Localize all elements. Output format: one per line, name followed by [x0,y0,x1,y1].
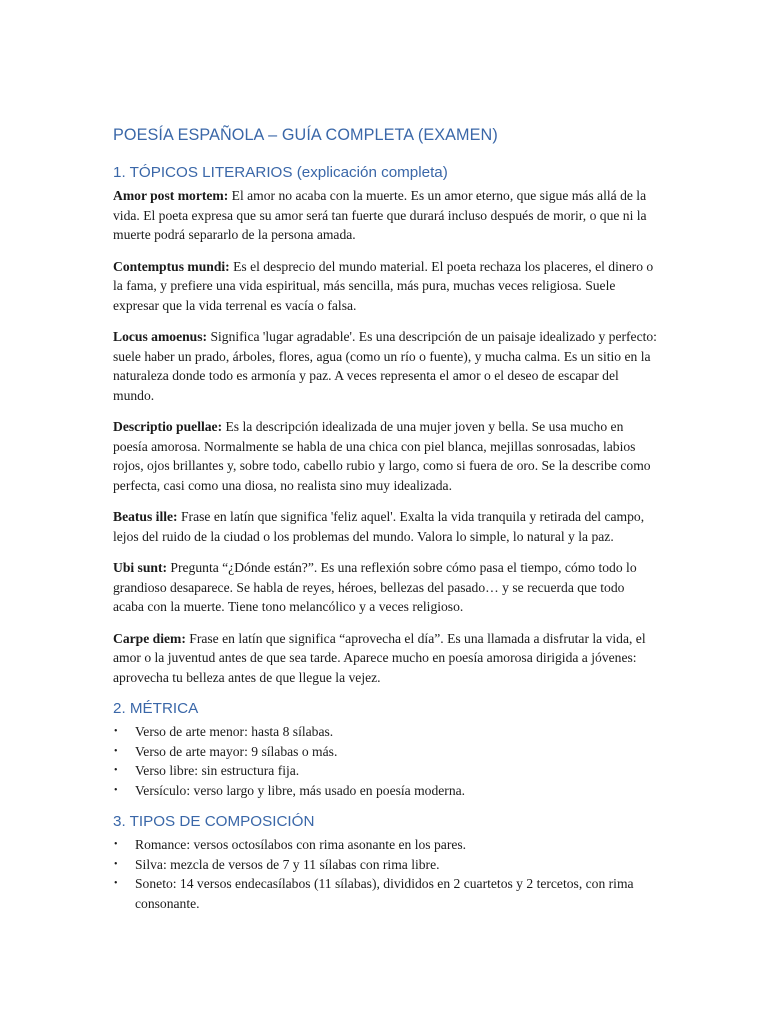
bullet-icon: • [114,784,118,796]
topic-text: Frase en latín que significa 'feliz aquel'. Exalta la vida tranquila y retirada del campo, lejos del ruido de la ciudad o los problemas del mundo. Valora lo simple, lo natural y la paz. [113,509,645,544]
topic-carpe-diem [113,629,658,688]
bullet-icon: • [114,878,118,889]
section-literary-topics [113,163,658,687]
topic-term: Locus amoenus: [113,329,208,344]
topic-text: Pregunta “¿Dónde están?”. Es una reflexión sobre cómo pasa el tiempo, cómo todo lo grandioso desaparece. Se habla de reyes, héroes, bellezas del pasado… y se recuerda que todo acaba con la muerte. Tiene tono melancólico y a veces religioso. [113,560,637,614]
bullet-icon: • [114,745,118,757]
list-item-text: Romance: versos octosílabos con rima asonante en los pares. [135,837,467,852]
topic-term: Carpe diem: [113,630,186,646]
topic-ubi-sunt [113,558,658,617]
topic-text: Es la descripción idealizada de una mujer joven y bella. Se usa mucho en poesía amorosa. Normalmente se habla de una chica con piel blanca, mejillas sonrosadas, labios rojos, ojos brillantes y, sobre todo, cabello rubio y largo, como si fuera de oro. Se la describe como perfecta, casi como una diosa, no realista sino muy idealizada. [113,419,651,493]
section-heading: 1. TÓPICOS LITERARIOS (explicación completa) [113,164,448,181]
bullet-icon: • [114,858,118,870]
list-item [113,781,658,801]
section-heading: 2. MÉTRICA [113,700,199,717]
section-metrics [113,699,658,800]
topic-contemptus-mundi [113,257,658,316]
topic-term: Amor post mortem: [113,188,229,203]
bullet-icon: • [114,726,118,737]
topic-amor-post-mortem [113,186,658,245]
topic-beatus-ille [113,507,658,546]
list-item-text: Verso de arte menor: hasta 8 sílabas. [135,724,334,739]
list-item [113,761,658,781]
list-item-text: Verso de arte mayor: 9 sílabas o más. [135,743,338,759]
bullet-icon: • [114,839,118,850]
list-item-text: Versículo: verso largo y libre, más usado en poesía moderna. [135,782,466,798]
list-item [113,855,658,875]
list-item [113,722,658,742]
list-item [113,742,658,762]
topic-term: Beatus ille: [113,509,178,524]
topic-text: El amor no acaba con la muerte. Es un amor eterno, que sigue más allá de la vida. El poeta expresa que su amor será tan fuerte que durará incluso después de morir, o que ni la muerte podrá separarlo de la persona amada. [113,188,647,242]
document-body [113,124,658,925]
bullet-list [113,835,658,913]
section-heading: 3. TIPOS DE COMPOSICIÓN [113,813,315,830]
bullet-list [113,722,658,800]
document-title: POESÍA ESPAÑOLA – GUÍA COMPLETA (EXAMEN) [113,126,498,144]
topic-locus-amoenus [113,327,658,405]
list-item-text: Verso libre: sin estructura fija. [135,763,300,778]
section-composition-types [113,812,658,913]
list-item [113,874,658,913]
list-item [113,835,658,855]
topic-text: Es el desprecio del mundo material. El poeta rechaza los placeres, el dinero o la fama, y prefiere una vida espiritual, más sencilla, más pura, muchas veces religiosa. Suele expresar que la vida terrenal es vacía o falsa. [113,258,654,313]
bullet-icon: • [114,765,118,776]
topic-term: Ubi sunt: [113,560,168,575]
topic-descriptio-puellae [113,417,658,495]
topic-text: Frase en latín que significa “aprovecha el día”. Es una llamada a disfrutar la vida, el amor o la juventud antes de que sea tarde. Aparece mucho en poesía amorosa dirigida a jóvenes: aprovecha tu belleza antes de que llegue la vejez. [113,630,646,685]
list-item-text: Silva: mezcla de versos de 7 y 11 sílabas con rima libre. [135,856,440,872]
topic-term: Descriptio puellae: [113,419,223,434]
topic-term: Contemptus mundi: [113,258,230,274]
list-item-text: Soneto: 14 versos endecasílabos (11 sílabas), divididos en 2 cuartetos y 2 tercetos, con rima consonante. [135,876,634,911]
topic-text: Significa 'lugar agradable'. Es una descripción de un paisaje idealizado y perfecto: suele haber un prado, árboles, flores, agua (como un río o fuente), y mucha calma. Es un sitio en la naturaleza donde todo es armonía y paz. A veces representa el amor o el deseo de escapar del mundo. [113,329,657,403]
